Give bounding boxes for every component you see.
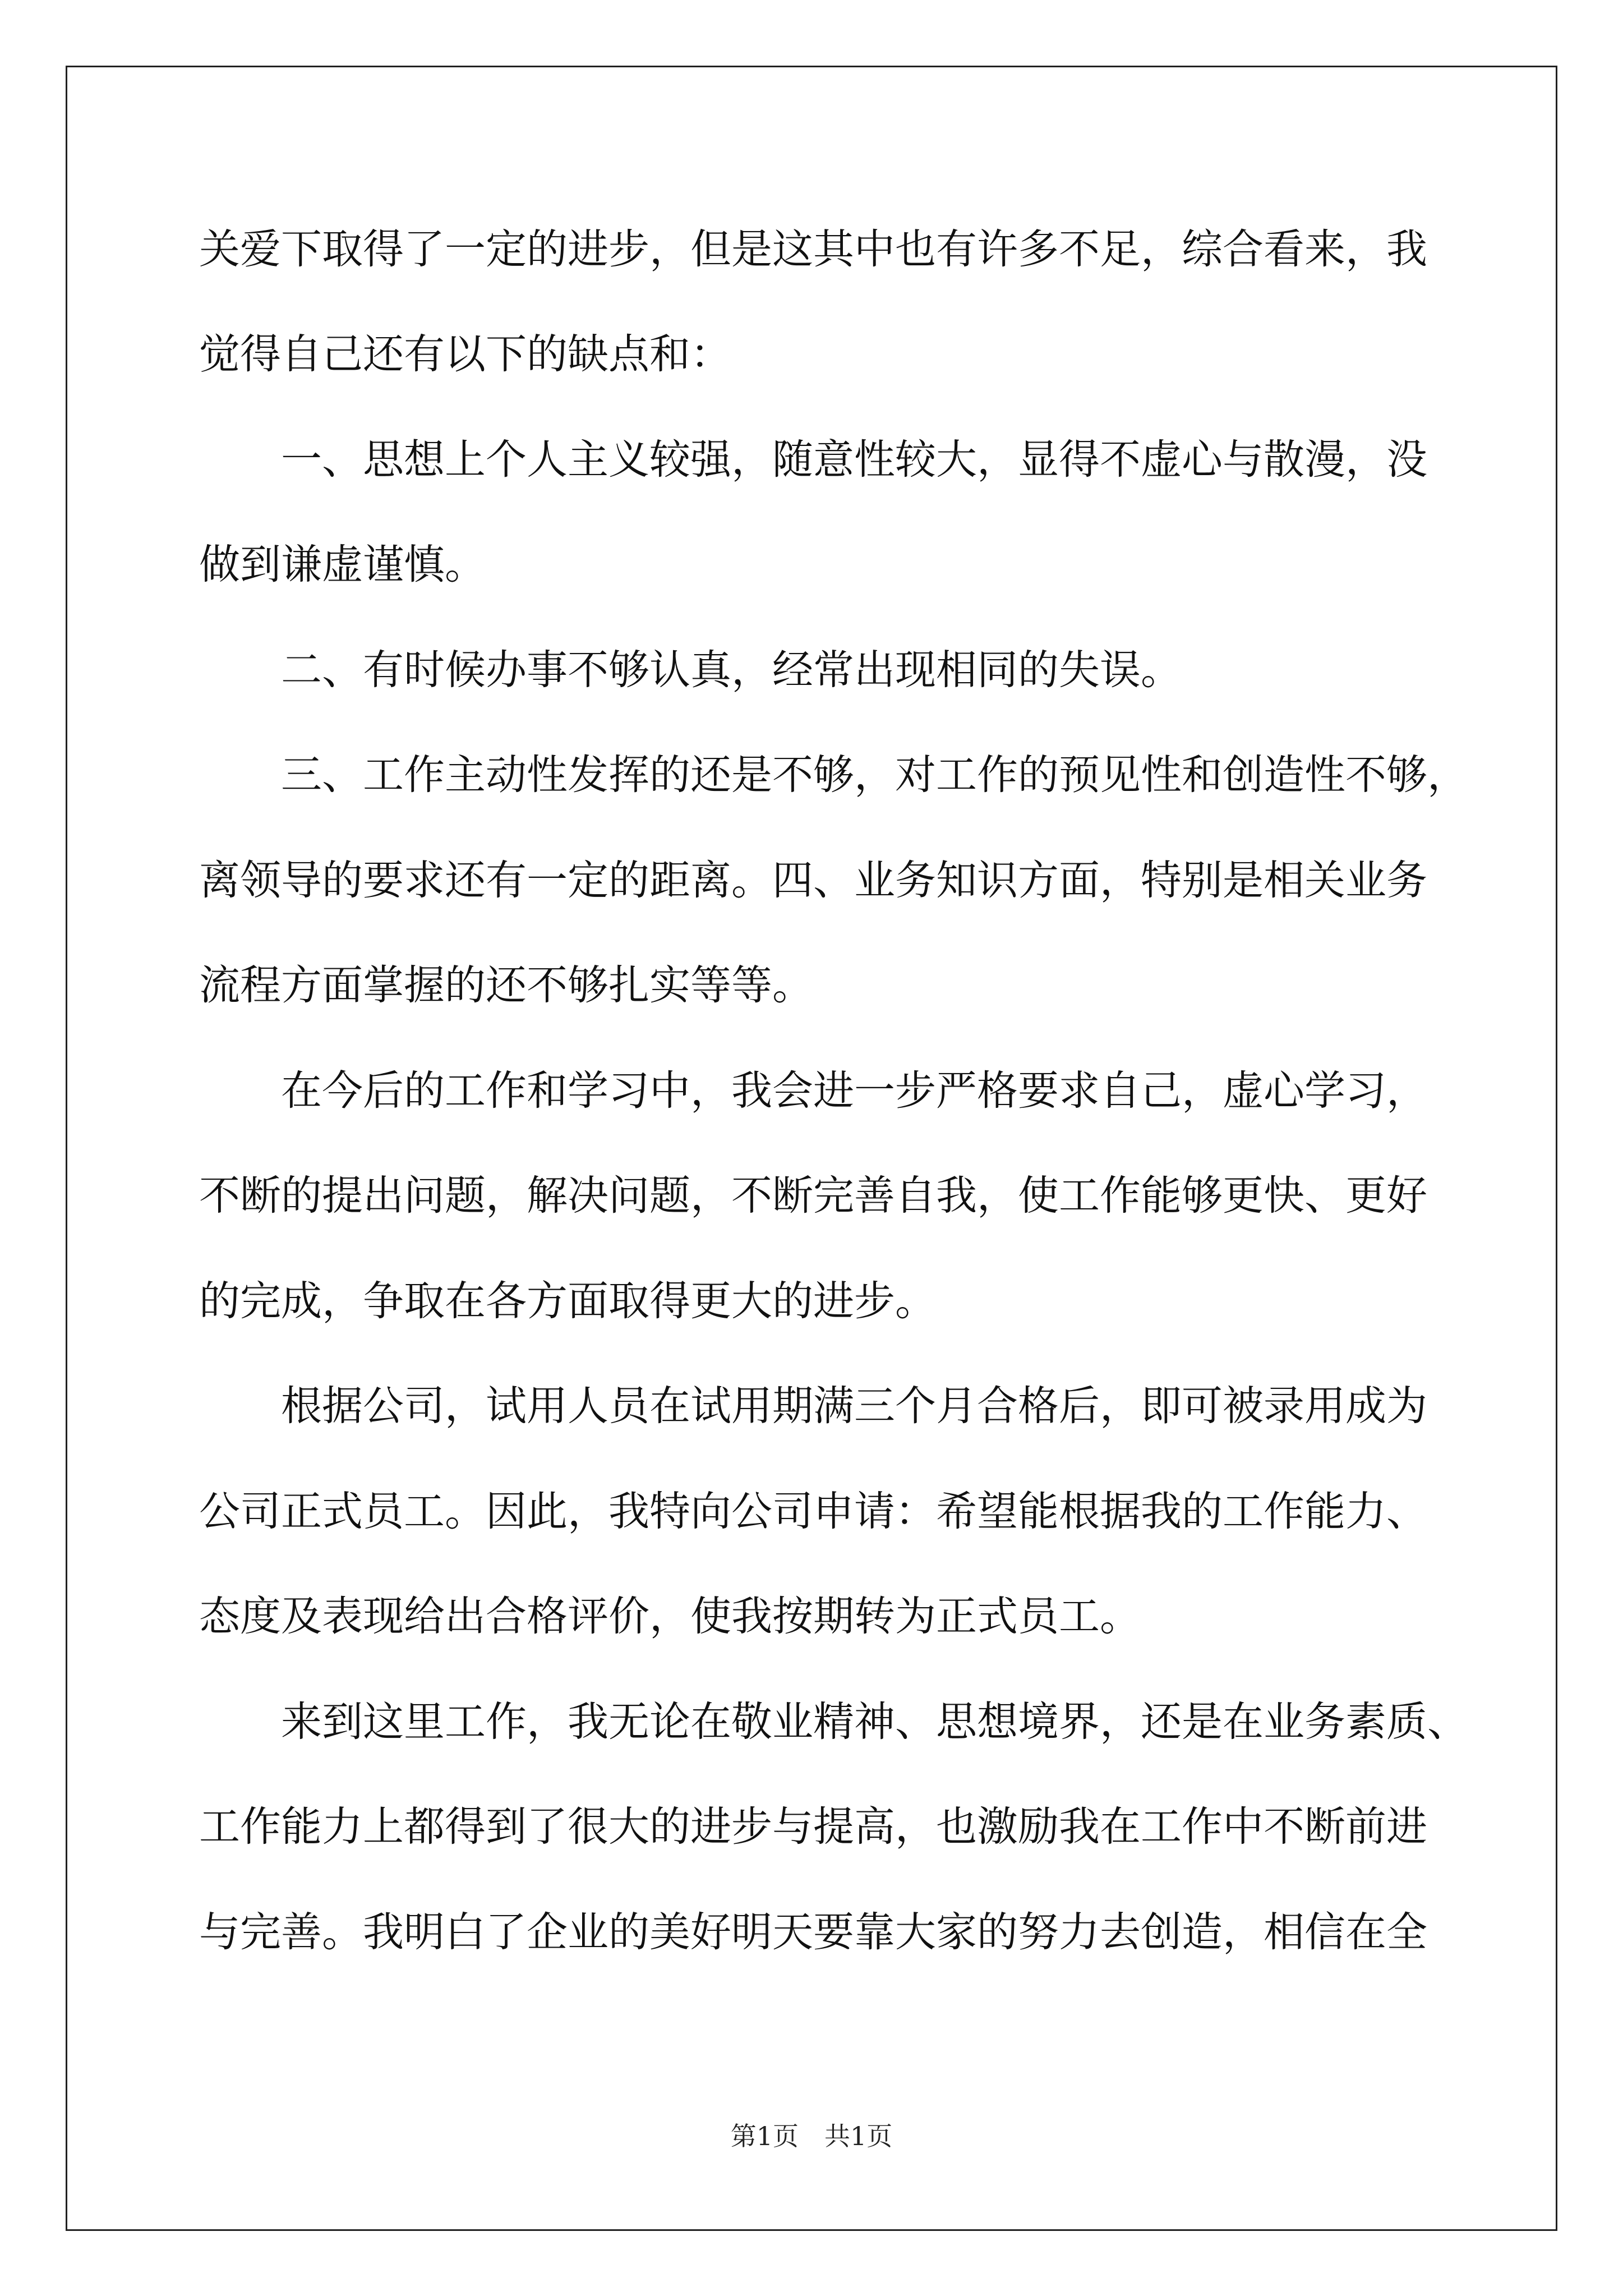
page-footer <box>0 2119 1623 2153</box>
text-line: 二、有时候办事不够认真，经常出现相同的失误。 <box>281 646 1182 694</box>
page-number: 第1页 <box>730 2121 799 2151</box>
text-line: 不断的提出问题，解决问题，不断完善自我，使工作能够更快、更好 <box>199 1172 1427 1220</box>
text-line: 流程方面掌握的还不够扎实等等。 <box>199 961 813 1009</box>
text-line: 的完成，争取在各方面取得更大的进步。 <box>199 1277 936 1325</box>
page-total: 共1页 <box>824 2121 893 2151</box>
text-line: 公司正式员工。因此，我特向公司申请：希望能根据我的工作能力、 <box>199 1488 1427 1535</box>
text-line: 关爱下取得了一定的进步，但是这其中也有许多不足，综合看来，我 <box>199 226 1427 273</box>
text-line: 工作能力上都得到了很大的进步与提高，也激励我在工作中不断前进 <box>199 1803 1427 1851</box>
text-line: 觉得自己还有以下的缺点和： <box>199 330 731 378</box>
text-line: 一、思想上个人主义较强，随意性较大，显得不虚心与散漫，没 <box>281 436 1427 484</box>
text-line: 做到谦虚谨慎。 <box>199 541 486 588</box>
text-line: 三、工作主动性发挥的还是不够，对工作的预见性和创造性不够， <box>281 751 1468 799</box>
text-line: 态度及表现给出合格评价，使我按期转为正式员工。 <box>199 1593 1141 1640</box>
text-line: 在今后的工作和学习中，我会进一步严格要求自己，虚心学习， <box>281 1067 1427 1115</box>
text-line: 来到这里工作，我无论在敬业精神、思想境界，还是在业务素质、 <box>281 1698 1468 1746</box>
text-line: 与完善。我明白了企业的美好明天要靠大家的努力去创造，相信在全 <box>199 1908 1427 1956</box>
text-line: 离领导的要求还有一定的距离。四、业务知识方面，特别是相关业务 <box>199 857 1427 904</box>
text-line: 根据公司，试用人员在试用期满三个月合格后，即可被录用成为 <box>281 1382 1427 1430</box>
